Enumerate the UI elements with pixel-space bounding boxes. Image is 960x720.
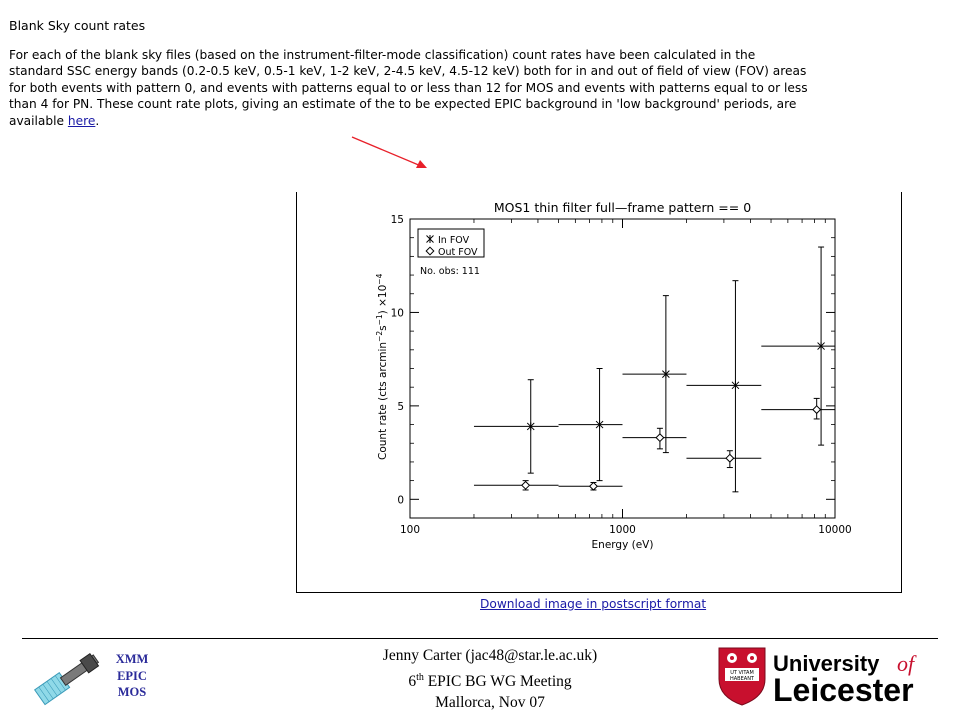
x-axis-label: Energy (eV) (591, 539, 654, 551)
data-point (559, 369, 623, 481)
xmm-satellite-logo-icon (30, 648, 110, 714)
legend-entry-in-fov: In FOV (438, 235, 470, 246)
series-in-fov (474, 247, 835, 492)
here-link[interactable]: here (67, 113, 96, 128)
data-point (686, 281, 761, 492)
y-tick-label: 10 (390, 307, 404, 320)
data-point (623, 296, 687, 453)
data-point (761, 398, 835, 419)
shield-motto-line1: UT VITAM (730, 670, 754, 676)
university-word: University (773, 651, 880, 676)
paragraph-end: . (95, 113, 100, 128)
xmm-label-line: XMM (115, 652, 149, 666)
epic-label-line: EPIC (117, 668, 147, 683)
chart-title: MOS1 thin filter full—frame pattern == 0 (493, 200, 752, 215)
diamond-marker (590, 482, 598, 490)
diamond-marker (726, 454, 734, 462)
meeting-number: 6 (408, 672, 417, 690)
university-of-leicester-logo (716, 645, 941, 707)
x-tick-label: 10000 (818, 524, 852, 536)
x-tick-label: 1000 (609, 524, 636, 536)
shield-motto-line2: HABEANT (730, 676, 754, 682)
data-point (761, 247, 835, 445)
presentation-credits (330, 645, 650, 714)
x-tick-label: 100 (399, 524, 421, 536)
data-point (686, 451, 761, 468)
data-point (474, 481, 559, 490)
location-date-line: Mallorca, Nov 07 (435, 694, 545, 712)
y-tick-label: 0 (397, 494, 404, 507)
meeting-name: EPIC BG WG Meeting (423, 672, 572, 690)
data-point (474, 380, 559, 473)
y-tick-label: 15 (390, 214, 404, 226)
diamond-marker (813, 406, 821, 414)
diamond-marker (522, 481, 530, 489)
plot-area-border (410, 219, 835, 518)
section-heading: Blank Sky count rates (9, 18, 146, 33)
author-line: Jenny Carter (jac48@star.le.ac.uk) (382, 647, 598, 664)
xmm-epic-mos-label (108, 651, 156, 701)
observations-annotation: No. obs: 111 (420, 266, 480, 277)
chart-marks (474, 247, 835, 492)
meeting-ordinal: th (416, 671, 424, 683)
y-tick-label: 5 (397, 400, 404, 413)
legend-entry-out-fov: Out FOV (438, 247, 478, 258)
diamond-marker (656, 434, 664, 442)
download-postscript-link[interactable]: Download image in postscript format (480, 597, 707, 611)
y-axis-label: Count rate (cts $arcmin^{-2}s^{-1}) \times 10^{-4}$ (375, 273, 389, 460)
data-point (623, 428, 687, 449)
mos-label-line: MOS (117, 685, 147, 699)
university-shield-icon (719, 648, 765, 705)
paragraph-text: For each of the blank sky files (based on the instrument-filter-mode classification) count rates have been calculated in the standard SSC energy bands (0.2-0.5 keV, 0.5-1 keV, 1-2 keV, 2-4.5 keV, 4.5-12 keV) both for in and out of field of view (FOV) areas for both events with pattern 0, and events with patterns equal to or less than 12 for MOS and events with patterns equal to or less than 4 for PN. These count rate plots, giving an estimate of the to be expected EPIC background in 'low background' periods, are available (9, 48, 808, 128)
series-out-fov (474, 398, 835, 490)
meeting-line (330, 667, 650, 693)
of-word: of (897, 651, 915, 676)
leicester-word: Leicester (773, 672, 914, 707)
data-point (559, 482, 623, 490)
footer-divider (22, 638, 938, 639)
chart-legend (418, 229, 484, 277)
